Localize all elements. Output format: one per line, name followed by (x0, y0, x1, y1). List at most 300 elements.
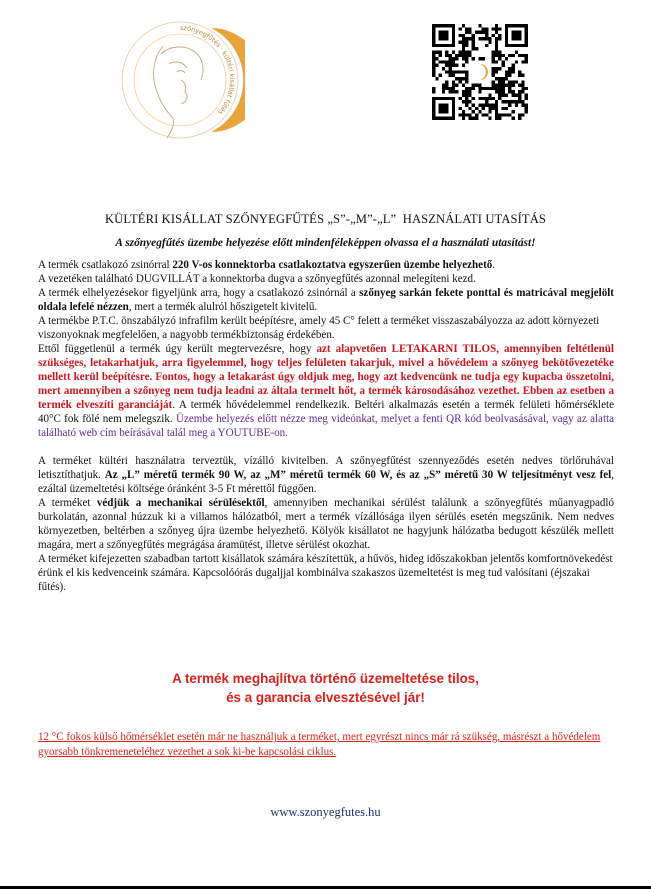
qr-module (502, 87, 505, 90)
qr-module (508, 70, 511, 73)
brand-logo (115, 6, 245, 156)
qr-module (462, 117, 465, 120)
qr-module (498, 57, 501, 60)
qr-module (452, 87, 455, 90)
qr-module (515, 100, 518, 103)
qr-module (465, 37, 468, 40)
qr-module (475, 113, 478, 116)
logo-ring-text: szőnyegfűtés · kültéri kisállat fűtés (179, 23, 236, 117)
qr-module (478, 37, 481, 40)
qr-module (455, 70, 458, 73)
qr-module (525, 54, 528, 57)
qr-module (458, 80, 461, 83)
warning-line: A termék meghajlítva történő üzemeltetése tilos, (172, 671, 479, 686)
logo-outer-ring (122, 22, 238, 138)
qr-module (462, 64, 465, 67)
qr-module (465, 113, 468, 116)
qr-module (521, 60, 524, 63)
qr-module (458, 77, 461, 80)
qr-module (482, 31, 485, 34)
qr-module (498, 37, 501, 40)
qr-module (445, 84, 448, 87)
qr-module (521, 84, 524, 87)
qr-module (465, 90, 468, 93)
qr-module (498, 54, 501, 57)
qr-module (485, 103, 488, 106)
qr-module (508, 67, 511, 70)
qr-module (462, 57, 465, 60)
qr-module (502, 107, 505, 110)
qr-module (488, 97, 491, 100)
temperature-note: 12 °C fokos külső hőmérséklet esetén már ne használjuk a terméket, mert egyrészt nincs már rá szükség, másrészt a hővédelem gyorsabb tönkremeneteléhez vezethet a sok ki-be kapcsolási ciklus. (38, 731, 601, 758)
qr-module (462, 50, 465, 53)
qr-module (505, 77, 508, 80)
qr-module (492, 27, 495, 30)
qr-module (472, 110, 475, 113)
qr-module (445, 54, 448, 57)
qr-finder-core (439, 103, 449, 113)
qr-module (449, 87, 452, 90)
qr-module (492, 70, 495, 73)
qr-module (465, 97, 468, 100)
qr-module (492, 80, 495, 83)
qr-code[interactable] (432, 24, 528, 120)
qr-module (462, 100, 465, 103)
qr-module (492, 103, 495, 106)
qr-module (525, 107, 528, 110)
qr-module (525, 87, 528, 90)
qr-module (495, 107, 498, 110)
qr-finder-core (439, 31, 449, 41)
text-run-bold: szőnyeg sarkán fekete ponttal és matricával megjelölt oldala lefelé nézzen (38, 287, 614, 313)
qr-module (515, 103, 518, 106)
qr-finder-core (511, 31, 521, 41)
qr-module (485, 34, 488, 37)
qr-module (468, 113, 471, 116)
qr-module (502, 77, 505, 80)
qr-module (492, 84, 495, 87)
qr-module (488, 110, 491, 113)
qr-module (505, 70, 508, 73)
qr-module (521, 90, 524, 93)
qr-module (508, 100, 511, 103)
qr-module (472, 103, 475, 106)
qr-module (462, 34, 465, 37)
qr-module (518, 113, 521, 116)
qr-module (458, 41, 461, 44)
qr-module (472, 37, 475, 40)
qr-module (515, 80, 518, 83)
qr-module (488, 117, 491, 120)
qr-module (435, 77, 438, 80)
qr-module (518, 94, 521, 97)
qr-module (432, 50, 435, 53)
text-run: A termék elhelyezésekor figyeljünk arra, hogy a csatlakozó zsinórnál a (38, 287, 360, 299)
qr-module (458, 54, 461, 57)
qr-module (511, 90, 514, 93)
qr-module (485, 27, 488, 30)
qr-module (472, 34, 475, 37)
qr-module (521, 113, 524, 116)
qr-module (508, 87, 511, 90)
qr-module (462, 37, 465, 40)
qr-module (502, 64, 505, 67)
qr-module (525, 57, 528, 60)
qr-module (515, 50, 518, 53)
qr-module (445, 70, 448, 73)
qr-module (449, 64, 452, 67)
qr-module (495, 103, 498, 106)
qr-module (432, 87, 435, 90)
qr-module (492, 50, 495, 53)
paragraph-outdoor (38, 454, 614, 496)
paragraph-connection (38, 258, 614, 272)
qr-module (452, 70, 455, 73)
qr-module (492, 54, 495, 57)
qr-module (478, 110, 481, 113)
qr-module (482, 37, 485, 40)
qr-module (478, 84, 481, 87)
qr-module (439, 50, 442, 53)
qr-module (508, 80, 511, 83)
qr-module (498, 117, 501, 120)
qr-module (432, 54, 435, 57)
qr-module (485, 113, 488, 116)
qr-module (465, 100, 468, 103)
instructions-body (38, 258, 614, 594)
qr-module (511, 64, 514, 67)
qr-module (502, 54, 505, 57)
qr-module (495, 37, 498, 40)
qr-module (468, 87, 471, 90)
qr-module (485, 37, 488, 40)
qr-module (468, 37, 471, 40)
qr-module (521, 80, 524, 83)
qr-module (495, 87, 498, 90)
qr-module (462, 110, 465, 113)
qr-module (468, 90, 471, 93)
qr-module (502, 113, 505, 116)
qr-module (462, 47, 465, 50)
qr-module (472, 47, 475, 50)
qr-module (439, 74, 442, 77)
qr-module (445, 50, 448, 53)
qr-module (495, 54, 498, 57)
qr-module (518, 54, 521, 57)
qr-module (525, 110, 528, 113)
qr-module (485, 87, 488, 90)
qr-module (495, 27, 498, 30)
qr-module (462, 54, 465, 57)
qr-module (458, 97, 461, 100)
qr-module (468, 100, 471, 103)
qr-module (452, 80, 455, 83)
document-subtitle: A szőnyegfűtés üzembe helyezése előtt mindenféleképpen olvassa el a használati utasítást! (115, 237, 536, 249)
qr-module (518, 100, 521, 103)
qr-module (452, 60, 455, 63)
qr-module (458, 50, 461, 53)
qr-module (455, 57, 458, 60)
qr-module (462, 41, 465, 44)
qr-module (462, 84, 465, 87)
qr-module (482, 57, 485, 60)
text-run: , mert a termék alulról hőszigetelt kivitelű. (128, 301, 318, 313)
qr-module (511, 80, 514, 83)
paragraph-purpose: A terméket kifejezetten szabadban tartott kisállatok számára készítettük, a hűvös, hideg időszakokban jelentős komfortnövekedést érünk el kis kedvenceink számára. Kapcsolóórás dugaljjal kombinálva szakaszos üzemeltetést is meg tud valósítani (éjszakai fűtés). (38, 553, 613, 593)
qr-module (495, 24, 498, 27)
qr-module (468, 117, 471, 120)
qr-module (455, 84, 458, 87)
text-run-bold: védjük a mechanikai sérülésektől (96, 497, 265, 509)
qr-module (475, 84, 478, 87)
qr-module (452, 64, 455, 67)
qr-module (505, 100, 508, 103)
qr-module (492, 34, 495, 37)
qr-module (525, 60, 528, 63)
qr-module (465, 50, 468, 53)
qr-module (432, 74, 435, 77)
qr-module (465, 57, 468, 60)
qr-module (492, 87, 495, 90)
qr-module (492, 74, 495, 77)
qr-module (449, 54, 452, 57)
qr-module (465, 70, 468, 73)
qr-module (521, 87, 524, 90)
qr-module (495, 67, 498, 70)
qr-module (502, 60, 505, 63)
qr-module (472, 41, 475, 44)
qr-module (445, 87, 448, 90)
qr-module (488, 94, 491, 97)
qr-module (521, 100, 524, 103)
qr-module (518, 117, 521, 120)
qr-module (458, 107, 461, 110)
qr-module (432, 60, 435, 63)
qr-module (432, 90, 435, 93)
qr-module (445, 80, 448, 83)
qr-module (498, 34, 501, 37)
qr-module (498, 77, 501, 80)
qr-module (502, 90, 505, 93)
qr-module (468, 27, 471, 30)
qr-module (439, 54, 442, 57)
qr-module (432, 57, 435, 60)
qr-module (449, 74, 452, 77)
qr-module (495, 117, 498, 120)
qr-module (465, 54, 468, 57)
qr-module (472, 44, 475, 47)
qr-module (449, 57, 452, 60)
text-run-red-bold: azt alapvetően LETAKARNI TILOS, amennyiben feltétlenül szükséges, letakarhatjuk, arra figyelemmel, hogy teljes felületen takarjuk, mivel a hővédelem a szőnyeg bekötővezetéke mellett kerül beépítésre. Fontos, hogy a letakarást úgy oldjuk meg, hogy azt kedvencünk ne tudja egy kupacba összetolni, mert amennyiben a szőnyeg nem tudja leadni az általa termelt hőt, a termék károsodásához vezethet. Ebben az esetben a termék elveszíti garanciáját (38, 343, 614, 411)
qr-module (498, 80, 501, 83)
qr-module (525, 103, 528, 106)
qr-module (458, 34, 461, 37)
qr-module (465, 103, 468, 106)
qr-module (478, 31, 481, 34)
qr-module (465, 80, 468, 83)
qr-module (492, 67, 495, 70)
qr-module (488, 103, 491, 106)
qr-module (449, 90, 452, 93)
qr-module (465, 74, 468, 77)
qr-module (475, 117, 478, 120)
website-link[interactable]: www.szonyegfutes.hu (270, 805, 381, 819)
qr-module (478, 24, 481, 27)
qr-module (511, 54, 514, 57)
qr-module (521, 103, 524, 106)
qr-module (498, 87, 501, 90)
qr-module (449, 60, 452, 63)
qr-module (495, 100, 498, 103)
qr-module (472, 87, 475, 90)
qr-module (498, 50, 501, 53)
qr-module (498, 94, 501, 97)
qr-module (462, 94, 465, 97)
qr-module (465, 77, 468, 80)
qr-module (442, 60, 445, 63)
text-run: . (492, 259, 496, 271)
qr-module (508, 54, 511, 57)
logo-face-line (154, 46, 203, 138)
qr-module (435, 57, 438, 60)
text-run-bold: Az „L” méretű termék 90 W, az „M” méretű termék 60 W, és az „S” méretű 30 W teljesítményt vesz fel (104, 469, 612, 481)
warning-line: és a garancia elvesztésével jár! (226, 690, 425, 705)
qr-module (458, 70, 461, 73)
qr-module (455, 54, 458, 57)
qr-module (502, 100, 505, 103)
qr-module (505, 84, 508, 87)
qr-module (525, 97, 528, 100)
text-run: , amennyiben mechanikai sérülést találunk a szőnyegfűtés műanyagpadló burkolatán, azonnal húzzuk ki a villamos hálózatból, mert a termék vízállósága ilyen sérülés esetén megszűnik. Nem nedves környezetben, beltérben a szőnyeg újra üzembe helyezhető. Kölyök kisállatot ne hagyjunk hálózatba bedugott készülék mellett magára, mert a szőnyegfűtés megrágása áramütést, illetve sérülést okozhat. (38, 497, 614, 551)
qr-module (495, 44, 498, 47)
qr-module (435, 64, 438, 67)
qr-module (462, 113, 465, 116)
qr-module (478, 97, 481, 100)
qr-module (498, 84, 501, 87)
qr-module (495, 31, 498, 34)
qr-module (488, 107, 491, 110)
qr-module (505, 107, 508, 110)
qr-module (482, 27, 485, 30)
qr-module (432, 70, 435, 73)
qr-module (518, 70, 521, 73)
qr-module (468, 54, 471, 57)
qr-module (468, 107, 471, 110)
qr-module (462, 44, 465, 47)
qr-module (465, 87, 468, 90)
text-run-bold: 220 V-os konnektorba csatlakoztatva egyszerűen üzembe helyezhető (172, 259, 493, 271)
qr-module (498, 90, 501, 93)
qr-module (505, 94, 508, 97)
qr-module (502, 84, 505, 87)
qr-module (452, 84, 455, 87)
qr-module (508, 103, 511, 106)
qr-module (472, 57, 475, 60)
qr-module (505, 74, 508, 77)
qr-module (478, 90, 481, 93)
paragraph-ptc: A termékbe P.T.C. önszabályzó infrafilm került beépítésre, amely 45 C° felett a terméket visszaszabályozza az adott környezeti viszonyoknak megfelelően, a nagyobb termékbiztonság érdekében. (38, 315, 600, 341)
qr-module (485, 31, 488, 34)
qr-module (495, 110, 498, 113)
qr-module (439, 60, 442, 63)
qr-module (518, 74, 521, 77)
qr-module (475, 31, 478, 34)
qr-module (465, 31, 468, 34)
text-run: A termék csatlakozó zsinórral (38, 259, 173, 271)
paragraph-placement (38, 286, 614, 314)
qr-center-field (468, 60, 491, 83)
paragraph-mechanical (38, 496, 614, 552)
qr-module (502, 94, 505, 97)
qr-module (495, 47, 498, 50)
qr-module (482, 103, 485, 106)
qr-module (462, 70, 465, 73)
qr-module (511, 94, 514, 97)
qr-module (505, 113, 508, 116)
qr-module (449, 67, 452, 70)
qr-module (518, 90, 521, 93)
spacer (38, 440, 614, 454)
qr-module (485, 100, 488, 103)
qr-module (488, 37, 491, 40)
qr-module (482, 107, 485, 110)
qr-module (498, 67, 501, 70)
qr-module (442, 67, 445, 70)
qr-module (475, 47, 478, 50)
qr-module (511, 84, 514, 87)
qr-module (452, 50, 455, 53)
qr-module (455, 77, 458, 80)
qr-module (525, 94, 528, 97)
qr-module (468, 31, 471, 34)
qr-module (498, 97, 501, 100)
qr-module (449, 70, 452, 73)
qr-module (485, 97, 488, 100)
qr-module (482, 87, 485, 90)
qr-module (495, 84, 498, 87)
qr-module (511, 100, 514, 103)
qr-module (495, 70, 498, 73)
qr-module (508, 113, 511, 116)
qr-module (508, 84, 511, 87)
qr-module (492, 97, 495, 100)
qr-module (465, 44, 468, 47)
qr-module (518, 97, 521, 100)
qr-module (452, 57, 455, 60)
qr-module (495, 90, 498, 93)
qr-module (465, 60, 468, 63)
paragraph-plug: A vezetéken található DUGVILLÁT a konnektorba dugva a szőnyegfűtés azonnal melegíteni kezd. (38, 273, 476, 285)
qr-module (478, 87, 481, 90)
qr-module (465, 94, 468, 97)
qr-module (492, 60, 495, 63)
qr-module (488, 41, 491, 44)
document-title: KÜLTÉRI KISÁLLAT SZŐNYEGFŰTÉS „S”-„M”-„L” HASZNÁLATI UTASÍTÁS (104, 212, 547, 226)
qr-module (515, 60, 518, 63)
text-run: A terméket (38, 497, 97, 509)
qr-module (518, 84, 521, 87)
qr-module (442, 90, 445, 93)
qr-module (515, 94, 518, 97)
qr-module (462, 24, 465, 27)
qr-module (478, 103, 481, 106)
qr-module (498, 113, 501, 116)
paragraph-covering (38, 342, 614, 440)
text-run: , ezáltal üzemeltetési költsége óránként 3-5 Ft mérettől függően. (38, 469, 614, 495)
qr-module (502, 80, 505, 83)
qr-module (435, 50, 438, 53)
qr-module (511, 117, 514, 120)
